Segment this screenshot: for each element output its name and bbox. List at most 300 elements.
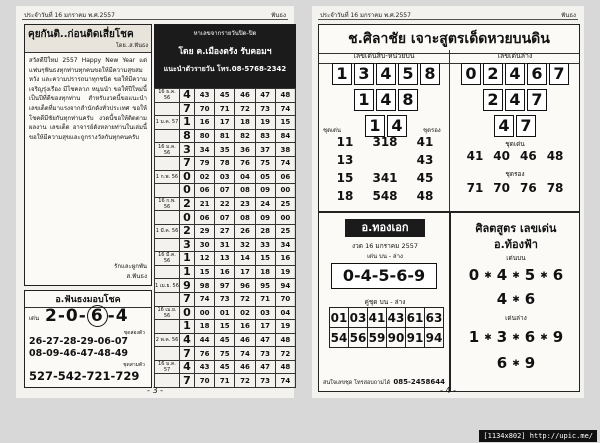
row-number: 34 (195, 143, 215, 157)
grid-cell: 41 (368, 308, 387, 328)
table-row (155, 89, 296, 103)
row-digit: 0 (180, 170, 195, 184)
row-number: 04 (235, 170, 255, 184)
table-row (155, 292, 296, 306)
row-date (155, 320, 180, 334)
row-number: 45 (215, 333, 235, 347)
row-date (155, 347, 180, 361)
col1-row-1 (331, 63, 441, 85)
silachai-box (318, 24, 580, 212)
table-row (155, 170, 296, 184)
digit-box: 2 (483, 63, 503, 85)
lucky-digit-4: 4 (115, 306, 129, 326)
set-value: 40 (493, 149, 510, 163)
table-row (155, 184, 296, 198)
row-number: 72 (235, 292, 255, 306)
row-number: 44 (195, 333, 215, 347)
row-number: 25 (275, 197, 295, 211)
row-number: 03 (215, 170, 235, 184)
sutra-bottom-label: เด่นล่าง (505, 314, 527, 322)
row-number: 06 (275, 170, 295, 184)
row-number: 71 (215, 374, 235, 388)
row-date (155, 156, 180, 170)
row-number: 15 (195, 265, 215, 279)
digit-box: 0 (461, 63, 481, 85)
row-number: 38 (275, 143, 295, 157)
row-number: 25 (275, 224, 295, 238)
row-digit: 7 (180, 156, 195, 170)
row-number: 72 (235, 374, 255, 388)
lucky-top-label: เด่น (29, 315, 40, 322)
article-title: คุยกันติ..ก่อนติดเสี่ยโชค (28, 29, 134, 40)
sutra-digit: 1 (468, 328, 480, 346)
col1-row-2 (331, 89, 441, 111)
table-header-line-2: โดย ค.เมืองตรัง รับคอมฯ (178, 47, 272, 57)
row-number: 73 (215, 292, 235, 306)
row-date: 1 ม.ค. 57 (155, 116, 180, 130)
sutra-digit: 4 (496, 266, 508, 284)
row-number: 00 (195, 306, 215, 320)
sutra-digit: 4 (496, 290, 508, 308)
table-header-line-1: หาเลขจากรายวันปิด-ปิด (193, 30, 257, 37)
pair-row (325, 153, 445, 171)
row-digit: 1 (180, 116, 195, 130)
row-number: 03 (255, 306, 275, 320)
set-value: 70 (493, 181, 510, 195)
digit-box: 5 (398, 63, 418, 85)
grid-cell: 56 (349, 328, 368, 348)
sutra-bottom-row-2 (451, 353, 581, 372)
grid-cell: 90 (387, 328, 406, 348)
row-number: 16 (275, 252, 295, 266)
col2-label-a: ชุดเด่น (505, 140, 525, 148)
row-number: 04 (275, 306, 295, 320)
pair-value: 48 (416, 189, 434, 203)
row-number: 06 (195, 184, 215, 198)
row-digit: 7 (180, 292, 195, 306)
row-digit: 7 (180, 374, 195, 388)
row-number: 36 (235, 143, 255, 157)
col2-label-b: ชุดรอง (505, 170, 525, 178)
row-number: 27 (215, 224, 235, 238)
star-icon: ✱ (512, 271, 520, 281)
table-row (155, 224, 296, 238)
row-date (155, 265, 180, 279)
tong-sub-2: คู่ชุด บน - ล่าง (364, 298, 406, 306)
digit-box: 4 (505, 63, 525, 85)
tong-date: งวด 16 มกราคม 2557 (351, 242, 419, 250)
row-number: 80 (195, 129, 215, 143)
right-header-rule (318, 19, 578, 20)
col1-label: เลขเด่นสิบ-หน่วยบน (319, 50, 449, 64)
row-number: 28 (255, 224, 275, 238)
row-number: 08 (235, 184, 255, 198)
left-page-number: - 3 - (147, 386, 163, 395)
article-byline: โดย..ส.ฟันธง (115, 43, 148, 49)
row-number: 19 (255, 116, 275, 130)
row-digit: 0 (180, 211, 195, 225)
sutra-top-row-1 (451, 265, 581, 284)
row-digit: 0 (180, 184, 195, 198)
row-number: 76 (235, 156, 255, 170)
row-number: 13 (215, 252, 235, 266)
col2-row-a (450, 149, 580, 163)
sutra-title: ศิลตสูตร เลขเด่น (475, 222, 557, 235)
row-number: 17 (255, 320, 275, 334)
sutra-top-row-2 (451, 289, 581, 308)
row-date (155, 211, 180, 225)
row-date: 16 ก.พ. 56 (155, 197, 180, 211)
sutra-digit: 5 (524, 266, 536, 284)
digit-box: 8 (420, 63, 440, 85)
row-number: 73 (255, 347, 275, 361)
row-number: 16 (235, 320, 255, 334)
article-box (24, 24, 152, 286)
row-date: 1 ก.พ. 56 (155, 170, 180, 184)
right-page (312, 6, 584, 398)
row-number: 73 (255, 374, 275, 388)
sutra-digit: 6 (552, 266, 564, 284)
pair-value: 18 (336, 189, 354, 203)
digit-box: 2 (483, 89, 503, 111)
row-number: 43 (195, 360, 215, 374)
table-row (155, 279, 296, 293)
digit-box: 1 (332, 63, 352, 85)
tong-banner: อ.ทองเอก (345, 219, 425, 237)
sutra-digit: 6 (524, 290, 536, 308)
row-number: 15 (275, 116, 295, 130)
pair-row (325, 135, 445, 153)
row-number: 01 (215, 306, 235, 320)
star-icon: ✱ (512, 359, 520, 369)
lucky-digit-1: 2 (45, 306, 58, 326)
row-digit: 4 (180, 89, 195, 103)
row-number: 17 (215, 116, 235, 130)
star-icon: ✱ (540, 333, 548, 343)
right-page-number: - 4 - (440, 386, 456, 395)
digit-box: 1 (365, 115, 385, 137)
row-digit: 9 (180, 279, 195, 293)
row-number: 07 (215, 211, 235, 225)
sutra-box (450, 212, 580, 392)
set-value: 71 (466, 181, 484, 195)
grid-cell: 03 (349, 308, 368, 328)
lucky-box-title: อ.ฟันธงมอบโชค (25, 291, 151, 308)
row-date: 16 เม.ย. 56 (155, 306, 180, 320)
row-digit: 4 (180, 360, 195, 374)
row-number: 45 (215, 360, 235, 374)
row-number: 26 (235, 224, 255, 238)
row-number: 48 (275, 360, 295, 374)
row-number: 79 (195, 156, 215, 170)
sutra-bottom-row-1 (451, 327, 581, 346)
article-signoff-2: ส.ฟันธง (126, 273, 147, 280)
row-number: 32 (235, 238, 255, 252)
pair-value (365, 153, 405, 171)
digit-box: 7 (516, 115, 536, 137)
table-row (155, 347, 296, 361)
row-number: 98 (195, 279, 215, 293)
lucky-digit-3: 6 (87, 305, 108, 327)
col1-pair-label-left: ชุดเด่น (323, 127, 342, 134)
row-date (155, 129, 180, 143)
row-number: 78 (215, 156, 235, 170)
table-row (155, 197, 296, 211)
col1-pair-label-right: ชุดรอง (423, 127, 441, 134)
star-icon: ✱ (484, 333, 492, 343)
row-digit: 4 (180, 333, 195, 347)
right-header-date: ประจำวันที่ 16 มกราคม พ.ศ.2557 (320, 12, 411, 19)
table-row (155, 129, 296, 143)
row-number: 07 (215, 184, 235, 198)
row-number: 48 (275, 333, 295, 347)
left-header-rule (22, 19, 288, 20)
sutra-name: อ.ท้องฟ้า (494, 238, 538, 251)
digit-box: 4 (387, 115, 407, 137)
row-number: 84 (275, 129, 295, 143)
table-header-line-3: แนะนำตัวรายวัน โทร.08-5768-2342 (163, 65, 287, 73)
set-value: 48 (546, 149, 564, 163)
row-number: 09 (255, 211, 275, 225)
article-signoff-1: รักและผูกพัน (114, 263, 147, 270)
row-number: 05 (255, 170, 275, 184)
row-number: 70 (275, 292, 295, 306)
tong-box (318, 212, 450, 392)
row-number: 24 (255, 197, 275, 211)
row-digit: 7 (180, 102, 195, 116)
row-number: 15 (255, 252, 275, 266)
row-digit: 8 (180, 129, 195, 143)
row-digit: 3 (180, 143, 195, 157)
row-date: 2 พ.ค. 56 (155, 333, 180, 347)
row-number: 19 (275, 265, 295, 279)
lucky-row-2: 08-09-46-47-48-49 (29, 348, 129, 359)
pair-value: 43 (416, 153, 434, 167)
grid-row (330, 308, 444, 328)
table-row (155, 102, 296, 116)
table-row (155, 116, 296, 130)
row-number: 70 (195, 102, 215, 116)
row-number: 18 (255, 265, 275, 279)
grid-cell: 01 (330, 308, 349, 328)
row-number: 30 (195, 238, 215, 252)
grid-cell: 63 (425, 308, 444, 328)
col2-row-1 (460, 63, 570, 85)
row-digit: 1 (180, 252, 195, 266)
row-date: 1 เม.ย. 56 (155, 279, 180, 293)
row-number: 81 (215, 129, 235, 143)
row-number: 83 (255, 129, 275, 143)
grid-cell: 61 (406, 308, 425, 328)
table-row (155, 143, 296, 157)
row-date (155, 292, 180, 306)
row-date: 16 ธ.ค. 56 (155, 89, 180, 103)
row-number: 46 (235, 333, 255, 347)
pair-value: 11 (336, 135, 354, 149)
table-row (155, 252, 296, 266)
row-number: 73 (255, 102, 275, 116)
row-number: 18 (195, 320, 215, 334)
row-number: 16 (195, 116, 215, 130)
row-number: 31 (215, 238, 235, 252)
row-number: 15 (215, 320, 235, 334)
grid-cell: 59 (368, 328, 387, 348)
row-number: 95 (255, 279, 275, 293)
row-number: 02 (195, 170, 215, 184)
row-number: 71 (255, 292, 275, 306)
tong-main: 0-4-5-6-9 (331, 263, 437, 289)
row-number: 37 (255, 143, 275, 157)
article-body: สวัสดีปีใหม่ 2557 Happy New Year แด่แฟนๆฟันธงทุกท่านทุกคนขอให้มีความสุขสมหวัง และความปรารถนาทุกชนิด ขอให้มีความเจริญรุ่งเรือง มีโชคลาภ หนุนนำ ขอให้ปีใหม่นี้เป็นปีที่ดีของทุกท่าน สำหรับงวดนี้ขอแนะนำเลขเด็ดที่มาแรงจากสำนักดังทั่วประเทศ ขอให้โชคดีมีชัยกันทุกท่านครับ งวดนี้ขอให้ติดตามผลงาน เลขเด็ด อาจารย์ดังหลายท่านในเล่มนี้ ขอให้มีความสุขและถูกรางวัลกันทุกคนครับ (29, 57, 147, 141)
right-header-title: ฟันธง (561, 12, 576, 19)
row-number: 43 (195, 89, 215, 103)
row-date (155, 184, 180, 198)
digit-box: 4 (505, 89, 525, 111)
table-header-box (154, 24, 296, 88)
digit-box: 4 (376, 63, 396, 85)
table-row (155, 306, 296, 320)
row-number: 14 (235, 252, 255, 266)
row-digit: 3 (180, 238, 195, 252)
row-digit: 2 (180, 197, 195, 211)
table-row (155, 320, 296, 334)
sutra-digit: 3 (496, 328, 508, 346)
row-date: 16 ม.ค. 56 (155, 143, 180, 157)
pair-value: 45 (416, 171, 434, 185)
tong-sub: เด่น บน - ล่าง (367, 253, 403, 260)
digit-box: 8 (398, 89, 418, 111)
row-number: 72 (275, 347, 295, 361)
left-page (16, 6, 294, 398)
row-number: 74 (235, 347, 255, 361)
star-icon: ✱ (484, 271, 492, 281)
grid-cell: 94 (425, 328, 444, 348)
row-number: 46 (235, 89, 255, 103)
number-table (154, 88, 296, 388)
pair-value: 318 (372, 135, 398, 149)
sutra-digit: 9 (552, 328, 564, 346)
set-value: 78 (546, 181, 564, 195)
left-header-title: ฟันธง (271, 12, 286, 19)
table-row (155, 265, 296, 279)
pair-row (325, 171, 445, 189)
lucky-box (24, 290, 152, 388)
row-number: 19 (275, 320, 295, 334)
digit-box: 7 (527, 89, 547, 111)
col1-pairs (325, 135, 445, 207)
row-number: 82 (235, 129, 255, 143)
row-number: 74 (275, 102, 295, 116)
star-icon: ✱ (512, 333, 520, 343)
digit-box: 4 (494, 115, 514, 137)
row-number: 23 (235, 197, 255, 211)
set-value: 41 (466, 149, 484, 163)
row-number: 35 (215, 143, 235, 157)
table-row (155, 238, 296, 252)
row-date: 16 ม.ค. 57 (155, 360, 180, 374)
watermark: [1134x802] http://upic.me/ (479, 430, 597, 442)
row-number: 94 (275, 279, 295, 293)
row-number: 21 (195, 197, 215, 211)
row-number: 74 (275, 374, 295, 388)
lucky-row-1: 26-27-28-29-06-07 (29, 336, 129, 347)
row-number: 08 (235, 211, 255, 225)
row-digit: 7 (180, 347, 195, 361)
set-value: 46 (520, 149, 537, 163)
pair-value: 15 (336, 171, 354, 185)
sutra-top-label: เด่นบน (506, 254, 526, 262)
row-digit: 0 (180, 306, 195, 320)
sutra-digit: 9 (524, 354, 536, 372)
sutra-digit: 0 (468, 266, 480, 284)
col2-row-b (450, 181, 580, 195)
tong-grid (329, 307, 444, 348)
row-number: 47 (255, 89, 275, 103)
digit-box: 6 (527, 63, 547, 85)
grid-row (330, 328, 444, 348)
col2-row-2 (460, 89, 570, 111)
lucky-digit-2: 0 (65, 306, 79, 326)
row-number: 33 (255, 238, 275, 252)
digit-box: 1 (354, 89, 374, 111)
star-icon: ✱ (540, 271, 548, 281)
table-row (155, 211, 296, 225)
row-number: 34 (275, 238, 295, 252)
tong-phone: 085-2458644 (393, 378, 445, 386)
left-header-date: ประจำวันที่ 16 มกราคม พ.ศ.2557 (24, 12, 115, 19)
row-number: 18 (235, 116, 255, 130)
row-digit: 1 (180, 265, 195, 279)
row-number: 02 (235, 306, 255, 320)
row-number: 76 (195, 347, 215, 361)
lucky-digits: 2-0- 6 -4 (45, 306, 129, 326)
lucky-sub-2: ชุดสามตัว (123, 362, 145, 368)
table-row (155, 156, 296, 170)
row-date: 16 มี.ค. 56 (155, 252, 180, 266)
row-number: 75 (215, 347, 235, 361)
digit-box: 3 (354, 63, 374, 85)
row-number: 12 (195, 252, 215, 266)
star-icon: ✱ (512, 295, 520, 305)
table-row (155, 333, 296, 347)
row-number: 48 (275, 89, 295, 103)
table-row (155, 360, 296, 374)
row-number: 09 (255, 184, 275, 198)
row-number: 75 (255, 156, 275, 170)
pair-value: 548 (372, 189, 398, 203)
row-date: 1 มี.ค. 56 (155, 224, 180, 238)
pair-value: 341 (372, 171, 398, 185)
lucky-final: 527-542-721-729 (29, 369, 140, 383)
row-number: 45 (215, 89, 235, 103)
row-date (155, 102, 180, 116)
row-number: 96 (235, 279, 255, 293)
row-number: 00 (275, 211, 295, 225)
grid-cell: 43 (387, 308, 406, 328)
row-number: 16 (215, 265, 235, 279)
col2-label: เลขเด่นล่าง (450, 50, 580, 64)
row-number: 29 (195, 224, 215, 238)
sutra-digit: 6 (496, 354, 508, 372)
row-date (155, 238, 180, 252)
lucky-sub-1: ชุดสองตัว (123, 330, 145, 336)
sutra-digit: 6 (524, 328, 536, 346)
set-value: 76 (520, 181, 537, 195)
row-number: 47 (255, 360, 275, 374)
row-number: 97 (215, 279, 235, 293)
row-digit: 2 (180, 224, 195, 238)
row-number: 00 (275, 184, 295, 198)
